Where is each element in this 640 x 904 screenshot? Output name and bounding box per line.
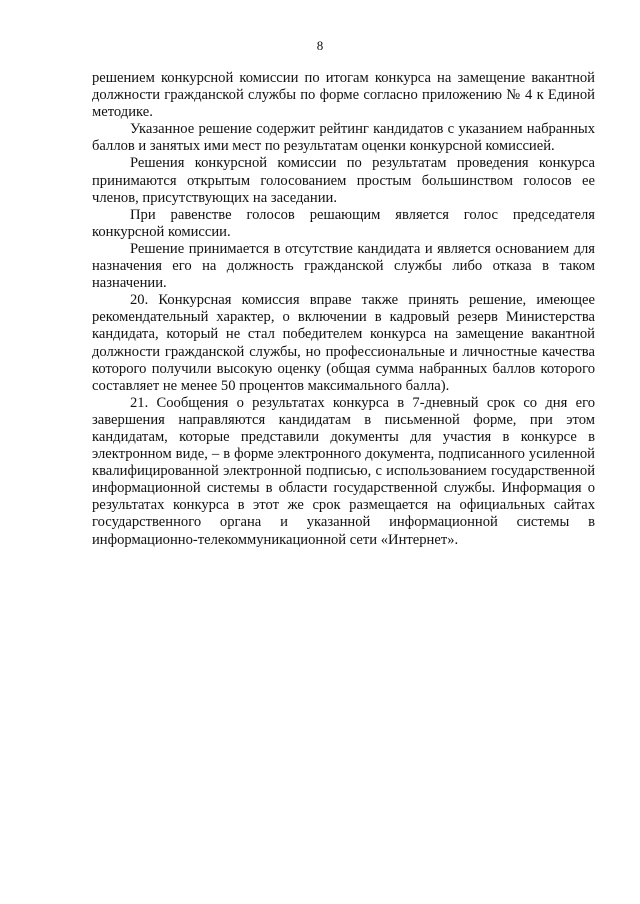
paragraph-voting: Решения конкурсной комиссии по результатам проведения конкурса принимаются открытым голосованием простым большинством голосов ее членов, присутствующих на заседании. [92, 155, 595, 206]
paragraph-rating: Указанное решение содержит рейтинг кандидатов с указанием набранных баллов и занятых ими мест по результатам оценки конкурсной комиссией. [92, 121, 595, 155]
paragraph-decision-basis: Решение принимается в отсутствие кандидата и является основанием для назначения его на должность гражданской службы либо отказа в таком назначении. [92, 240, 595, 292]
paragraph-continuation: решением конкурсной комиссии по итогам конкурса на замещение вакантной должности гражданской службы по форме согласно приложению № 4 к Единой методике. [92, 70, 595, 121]
paragraph-tie-vote: При равенстве голосов решающим является голос председателя конкурсной комиссии. [92, 206, 595, 240]
document-body [92, 70, 595, 549]
paragraph-item-21: 21. Сообщения о результатах конкурса в 7-дневный срок со дня его завершения направляются кандидатам в письменной форме, при этом кандидатам, которые представили документы для участия в конкурсе в электронном виде, – в форме электронного документа, подписанного усиленной квалифицированной электронной подписью, с использованием государственной информационной системы в области государственной службы. Информация о результатах конкурса в этот же срок размещается на официальных сайтах государственного органа и указанной информационной системы в информационно-телекоммуникационной сети «Интернет». [92, 394, 595, 548]
page-number: 8 [316, 38, 324, 53]
paragraph-item-20: 20. Конкурсная комиссия вправе также принять решение, имеющее рекомендательный характер, о включении в кадровый резерв Министерства кандидата, который не стал победителем конкурса на замещение вакантной должности гражданской службы, но профессиональные и личностные качества которого получили высокую оценку (общая сумма набранных баллов которого составляет не менее 50 процентов максимального балла). [92, 292, 595, 394]
